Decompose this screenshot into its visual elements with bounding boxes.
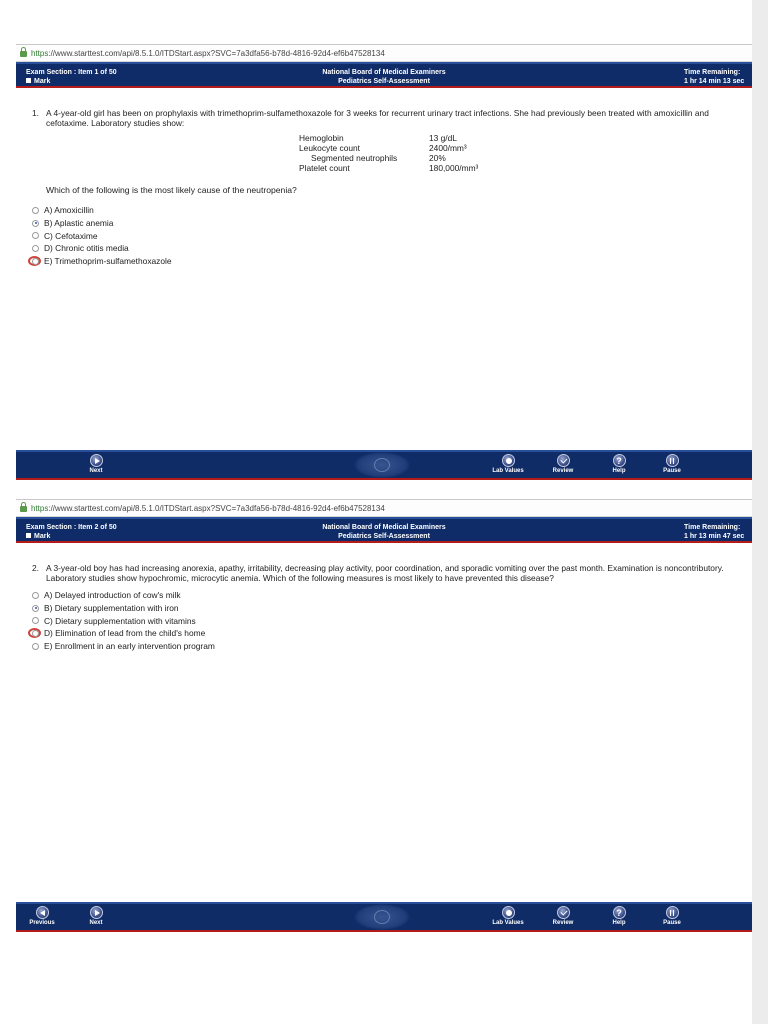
lab-row	[299, 163, 478, 173]
lab-row	[299, 133, 478, 143]
mark-label: Mark	[34, 78, 51, 85]
lab-values-button[interactable]	[488, 906, 528, 926]
help-button[interactable]	[599, 906, 639, 926]
url-protocol: https	[31, 48, 49, 58]
lab-values-label[interactable]: Lab Values	[492, 920, 524, 926]
help-icon[interactable]	[613, 906, 626, 919]
lab-row	[299, 143, 478, 153]
radio-selected-icon[interactable]	[32, 220, 39, 227]
lab-name: Segmented neutrophils	[311, 153, 398, 163]
exam-panel-item-2	[16, 499, 752, 939]
exam-header	[16, 517, 752, 543]
radio-icon[interactable]	[32, 592, 39, 599]
time-remaining-value: 1 hr 13 min 47 sec	[684, 533, 745, 540]
lab-name: Hemoglobin	[299, 133, 344, 143]
lab-value: 20%	[429, 153, 446, 163]
pause-button[interactable]	[652, 906, 692, 926]
answer-options	[32, 204, 172, 267]
help-button[interactable]	[599, 454, 639, 474]
question-number: 2.	[32, 563, 39, 573]
answer-option-e[interactable]	[32, 255, 172, 268]
question-stem	[32, 563, 744, 583]
help-label[interactable]: Help	[612, 468, 626, 474]
answer-option-c[interactable]	[32, 229, 172, 242]
pause-button[interactable]	[652, 454, 692, 474]
answer-option-a[interactable]	[32, 204, 172, 217]
lab-name: Platelet count	[299, 163, 350, 173]
radio-icon[interactable]	[32, 207, 39, 214]
nbme-seal-icon	[354, 904, 410, 930]
lab-value: 13 g/dL	[429, 133, 457, 143]
review-icon[interactable]	[557, 454, 570, 467]
mark-label: Mark	[34, 533, 51, 540]
url-path: ://www.starttest.com/api/8.5.1.0/ITDStart.aspx?SVC=7a3dfa56-b78d-4816-92d4-ef6b47528134	[48, 503, 385, 513]
lab-value: 180,000/mm³	[429, 163, 479, 173]
radio-icon[interactable]	[32, 617, 39, 624]
review-button[interactable]	[543, 906, 583, 926]
help-label[interactable]: Help	[612, 920, 626, 926]
answer-label[interactable]: E) Trimethoprim-sulfamethoxazole	[44, 256, 172, 267]
answer-label[interactable]: D) Elimination of lead from the child's home	[44, 628, 206, 639]
exam-panel-item-1	[16, 44, 752, 484]
time-remaining-label: Time Remaining:	[684, 69, 741, 76]
review-icon[interactable]	[557, 906, 570, 919]
answer-label[interactable]: D) Chronic otitis media	[44, 243, 129, 254]
lab-values-table	[299, 133, 478, 173]
answer-option-e[interactable]	[32, 640, 215, 653]
address-bar[interactable]	[16, 44, 752, 62]
lab-values-icon[interactable]	[502, 906, 515, 919]
lab-values-button[interactable]	[488, 454, 528, 474]
pause-icon[interactable]	[666, 454, 679, 467]
arrow-left-icon[interactable]	[36, 906, 49, 919]
pause-label[interactable]: Pause	[663, 468, 681, 474]
lab-row	[299, 153, 478, 163]
lab-values-icon[interactable]	[502, 454, 515, 467]
answer-label[interactable]: B) Aplastic anemia	[44, 218, 114, 229]
pause-label[interactable]: Pause	[663, 920, 681, 926]
answer-label[interactable]: A) Amoxicillin	[44, 205, 94, 216]
radio-icon[interactable]	[32, 245, 39, 252]
next-label[interactable]: Next	[89, 920, 103, 926]
question-stem	[32, 108, 744, 128]
next-label[interactable]: Next	[89, 468, 103, 474]
radio-icon[interactable]	[32, 258, 39, 265]
question-text: A 3-year-old boy has had increasing anorexia, apathy, irritability, decreasing play activity, poor coordination, and sporadic vomiting over the past month. Examination is noncontributory. Laboratory studies show hypochromic, microcytic anemia. Which of the following measures is most likely to have prevented this disease?	[46, 563, 724, 583]
answer-label[interactable]: B) Dietary supplementation with iron	[44, 603, 179, 614]
radio-icon[interactable]	[32, 232, 39, 239]
board-title: National Board of Medical Examiners	[322, 69, 446, 76]
answer-label[interactable]: E) Enrollment in an early intervention program	[44, 641, 215, 652]
answer-label[interactable]: C) Cefotaxime	[44, 230, 98, 241]
url-protocol: https	[31, 503, 49, 513]
radio-icon[interactable]	[32, 630, 39, 637]
question-number: 1.	[32, 108, 39, 118]
previous-label[interactable]: Previous	[29, 920, 55, 926]
answer-option-a[interactable]	[32, 589, 215, 602]
lock-icon	[20, 506, 27, 512]
next-button[interactable]	[76, 454, 116, 474]
exam-title: Pediatrics Self-Assessment	[338, 78, 430, 85]
answer-option-c[interactable]	[32, 614, 215, 627]
answer-option-d[interactable]	[32, 627, 215, 640]
exam-header	[16, 62, 752, 88]
answer-label[interactable]: C) Dietary supplementation with vitamins	[44, 615, 196, 626]
time-remaining-label: Time Remaining:	[684, 524, 741, 531]
answer-option-b[interactable]	[32, 602, 215, 615]
review-label[interactable]: Review	[552, 468, 574, 474]
arrow-right-icon[interactable]	[90, 906, 103, 919]
exam-toolbar	[16, 450, 752, 480]
answer-label[interactable]: A) Delayed introduction of cow's milk	[44, 590, 181, 601]
lab-value: 2400/mm³	[429, 143, 467, 153]
answer-option-b[interactable]	[32, 217, 172, 230]
help-icon[interactable]	[613, 454, 626, 467]
radio-selected-icon[interactable]	[32, 605, 39, 612]
lock-icon	[20, 51, 27, 57]
exam-toolbar	[16, 902, 752, 932]
lab-name: Leukocyte count	[299, 143, 360, 153]
review-label[interactable]: Review	[552, 920, 574, 926]
board-title: National Board of Medical Examiners	[322, 524, 446, 531]
answer-option-d[interactable]	[32, 242, 172, 255]
previous-button[interactable]	[22, 906, 62, 926]
question-text: A 4-year-old girl has been on prophylaxis with trimethoprim-sulfamethoxazole for 3 weeks for recurrent urinary tract infections. She had previously been treated with amoxicillin and cefotaxime. Laboratory studies show:	[46, 108, 709, 128]
pause-icon[interactable]	[666, 906, 679, 919]
exam-section-label: Exam Section : Item 2 of 50	[26, 524, 117, 531]
page-scrollbar[interactable]	[752, 0, 768, 1024]
review-button[interactable]	[543, 454, 583, 474]
radio-icon[interactable]	[32, 643, 39, 650]
exam-section-label: Exam Section : Item 1 of 50	[26, 69, 117, 76]
question-lead-in: Which of the following is the most likely cause of the neutropenia?	[46, 185, 297, 195]
url-path: ://www.starttest.com/api/8.5.1.0/ITDStart.aspx?SVC=7a3dfa56-b78d-4816-92d4-ef6b47528134	[48, 48, 385, 58]
time-remaining-value: 1 hr 14 min 13 sec	[684, 78, 745, 85]
exam-title: Pediatrics Self-Assessment	[338, 533, 430, 540]
address-bar[interactable]	[16, 499, 752, 517]
nbme-seal-icon	[354, 452, 410, 478]
arrow-right-icon[interactable]	[90, 454, 103, 467]
answer-options	[32, 589, 215, 652]
lab-values-label[interactable]: Lab Values	[492, 468, 524, 474]
next-button[interactable]	[76, 906, 116, 926]
